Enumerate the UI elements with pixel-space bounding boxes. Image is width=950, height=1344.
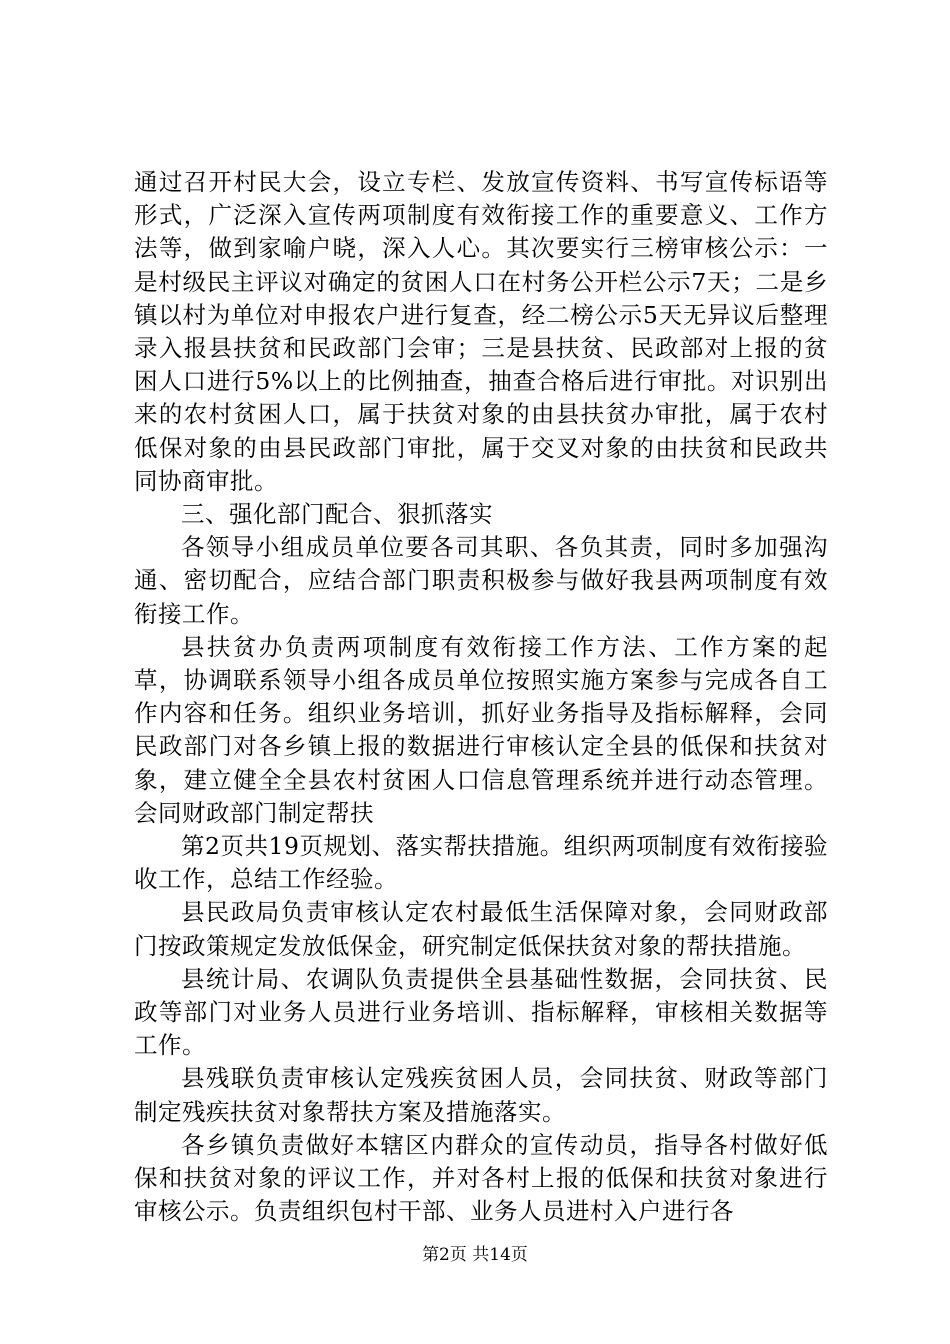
document-body — [134, 166, 828, 1229]
paragraph-poverty-office-duties: 县扶贫办负责两项制度有效衔接工作方法、工作方案的起草，协调联系领导小组各成员单位按照实施方案参与完成各自工作内容和任务。组织业务培训，抓好业务指导及指标解释，会同民政部门对各乡镇上报的数据进行审核认定全县的低保和扶贫对象，建立健全全县农村贫困人口信息管理系统并进行动态管理。会同财政部门制定帮扶 — [134, 632, 828, 827]
paragraph-inline-page-marker: 第2页共19页规划、落实帮扶措施。组织两项制度有效衔接验收工作，总结工作经验。 — [134, 832, 828, 894]
page-number-footer: 第2页 共14页 — [422, 1245, 528, 1265]
paragraph-leading-group-units: 各领导小组成员单位要各司其职、各负其责，同时多加强沟通、密切配合，应结合部门职责积极参与做好我县两项制度有效衔接工作。 — [134, 533, 828, 628]
paragraph-civil-affairs-duties: 县民政局负责审核认定农村最低生活保障对象，会同财政部门按政策规定发放低保金，研究制定低保扶贫对象的帮扶措施。 — [134, 898, 828, 960]
paragraph-statistics-duties: 县统计局、农调队负责提供全县基础性数据，会同扶贫、民政等部门对业务人员进行业务培训、指标解释，审核相关数据等工作。 — [134, 964, 828, 1060]
paragraph-disabled-federation-duties: 县残联负责审核认定残疾贫困人员，会同扶贫、财政等部门制定残疾扶贫对象帮扶方案及措施落实。 — [134, 1064, 828, 1126]
paragraph-publicity-review: 通过召开村民大会，设立专栏、发放宣传资料、书写宣传标语等形式，广泛深入宣传两项制度有效衔接工作的重要意义、工作方法等，做到家喻户晓，深入人心。其次要实行三榜审核公示：一是村级民主评议对确定的贫困人口在村务公开栏公示7天；二是乡镇以村为单位对申报农户进行复查，经二榜公示5天无异议后整理录入报县扶贫和民政部门会审；三是县扶贫、民政部对上报的贫困人口进行5%以上的比例抽查，抽查合格后进行审批。对识别出来的农村贫困人口，属于扶贫对象的由县扶贫办审批，属于农村低保对象的由县民政部门审批，属于交叉对象的由扶贫和民政共同协商审批。 — [134, 168, 828, 495]
section-heading-strengthen-coordination: 三、强化部门配合、狠抓落实 — [181, 500, 493, 529]
paragraph-township-duties: 各乡镇负责做好本辖区内群众的宣传动员，指导各村做好低保和扶贫对象的评议工作，并对各村上报的低保和扶贫对象进行审核公示。负责组织包村干部、业务人员进村入户进行各 — [134, 1130, 828, 1226]
